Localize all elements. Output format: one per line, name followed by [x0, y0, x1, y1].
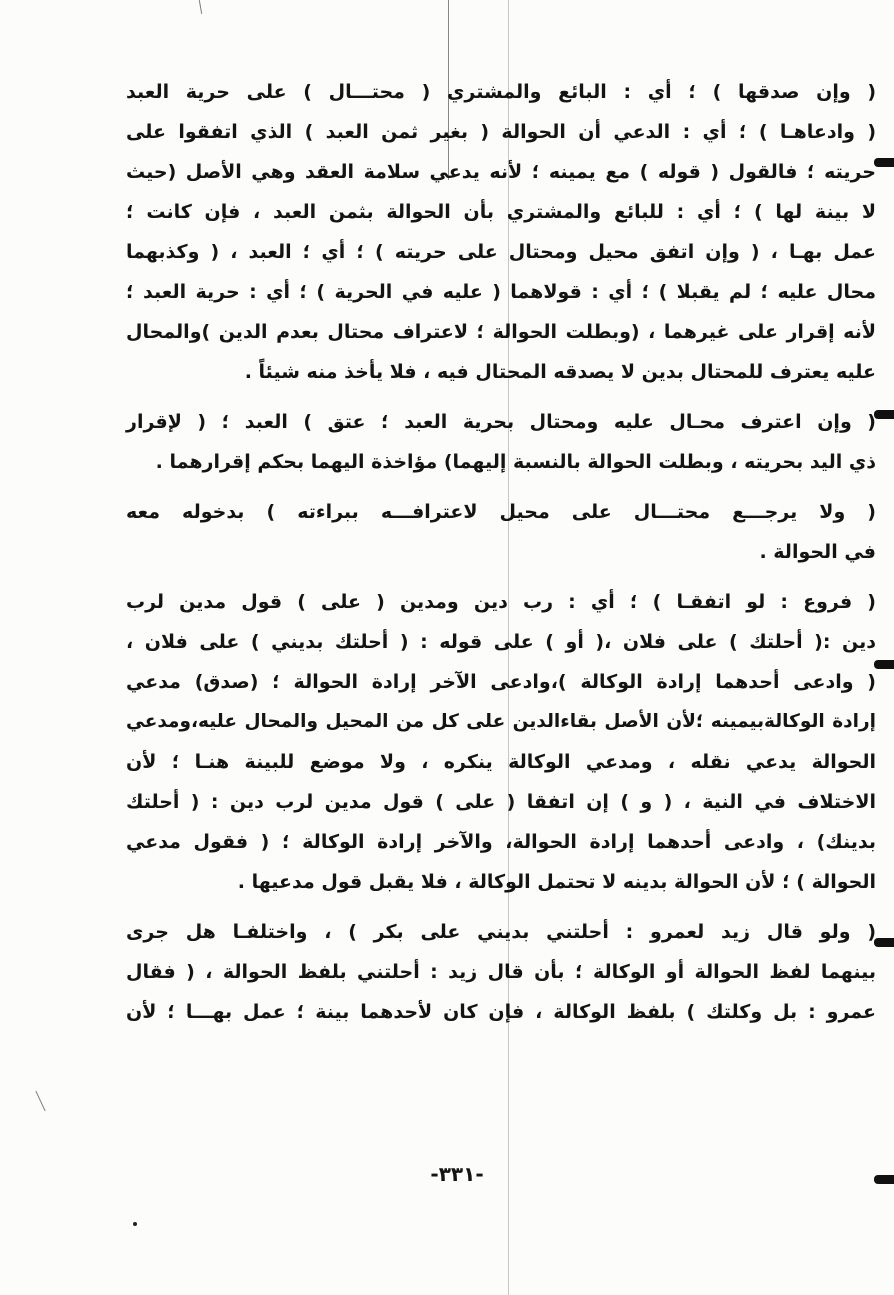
text-line: لأنه إقرار على غيرهما ، (وبطلت الحوالة ؛ لاعتراف محتال بعدم الدين )والمحال	[126, 321, 876, 343]
text-line: ( وإن صدقها ) ؛ أي : البائع والمشتري ( محتـــال ) على حرية العبد	[126, 81, 876, 103]
text-line: ذي اليد بحريته ، وبطلت الحوالة بالنسبة إليهما) مؤاخذة اليهما بحكم إقرارهما .	[155, 451, 876, 473]
binding-edge-mark	[874, 410, 894, 419]
text-line: ( ولا يرجـــع محتـــال على محيل لاعترافـــه ببراءته ) بدخوله معه	[126, 501, 876, 523]
text-line: بينهما لفظ الحوالة أو الوكالة ؛ بأن قال زيد : أحلتني بلفظ الحوالة ، ( فقال	[126, 961, 876, 983]
text-line: الحوالة يدعي نقله ، ومدعي الوكالة ينكره ، ولا موضع للبينة هنـا ؛ لأن	[126, 751, 876, 773]
text-line: الحوالة ) ؛ لأن الحوالة بدينه لا تحتمل الوكالة ، فلا يقبل قول مدعيها .	[237, 871, 876, 893]
scan-scratch	[199, 0, 202, 14]
text-line: دين :( أحلتك ) على فلان ،( أو ) على قوله : ( أحلتك بديني ) على فلان ،	[126, 631, 876, 653]
binding-edge-mark	[874, 158, 894, 167]
page-number: -٣٣١-	[430, 1162, 484, 1186]
text-line: عمرو : بل وكلتك ) بلفظ الوكالة ، فإن كان لأحدهما بينة ؛ عمل بهـــا ؛ لأن	[126, 1001, 876, 1023]
text-line: ( فروع : لو اتفقـا ) ؛ أي : رب دين ومدين ( على ) قول مدين لرب	[126, 591, 876, 613]
scan-speck	[133, 1222, 137, 1226]
text-line: لا بينة لها ) ؛ أي : للبائع والمشتري بأن الحوالة بثمن العبد ، فإن كانت ؛	[126, 201, 876, 223]
text-line: ( ولو قال زيد لعمرو : أحلتني بديني على بكر ) ، واختلفـا هل جرى	[126, 921, 876, 943]
text-line: ( وإن اعترف محـال عليه ومحتال بحرية العبد ؛ عتق ) العبد ؛ ( لإقرار	[126, 411, 876, 433]
text-line: ( وادعى أحدهما إرادة الوكالة )،وادعى الآخر إرادة الحوالة ؛ (صدق) مدعي	[126, 671, 876, 693]
scan-scratch	[35, 1091, 45, 1111]
text-line: بدينك) ، وادعى أحدهما إرادة الحوالة، والآخر إرادة الوكالة ؛ ( فقول مدعي	[126, 831, 876, 853]
text-line: الاختلاف في النية ، ( و ) إن اتفقا ( على ) قول مدين لرب دين : ( أحلتك	[126, 791, 876, 813]
binding-edge-mark	[874, 660, 894, 669]
text-line: عمل بهـا ، ( وإن اتفق محيل ومحتال على حريته ) ؛ أي ؛ العبد ، ( وكذبهما	[126, 241, 876, 263]
binding-edge-mark	[874, 1175, 894, 1184]
binding-edge-mark	[874, 938, 894, 947]
text-line: إرادة الوكالةبيمينه ؛لأن الأصل بقاءالدين على كل من المحيل والمحال عليه،ومدعي	[126, 711, 876, 732]
text-line: عليه يعترف للمحتال بدين لا يصدقه المحتال فيه ، فلا يأخذ منه شيئاً .	[244, 361, 876, 383]
text-line: ( وادعاهـا ) ؛ أي : الدعي أن الحوالة ( بغير ثمن العبد ) الذي اتفقوا على	[126, 121, 876, 143]
body-text	[126, 72, 876, 1032]
text-line: في الحوالة .	[759, 541, 876, 563]
text-line: حريته ؛ فالقول ( قوله ) مع يمينه ؛ لأنه يدعي سلامة العقد وهي الأصل (حيث	[126, 161, 876, 183]
text-line: محال عليه ؛ لم يقبلا ) ؛ أي : قولاهما ( عليه في الحرية ) ؛ أي : حرية العبد ؛	[126, 281, 876, 303]
